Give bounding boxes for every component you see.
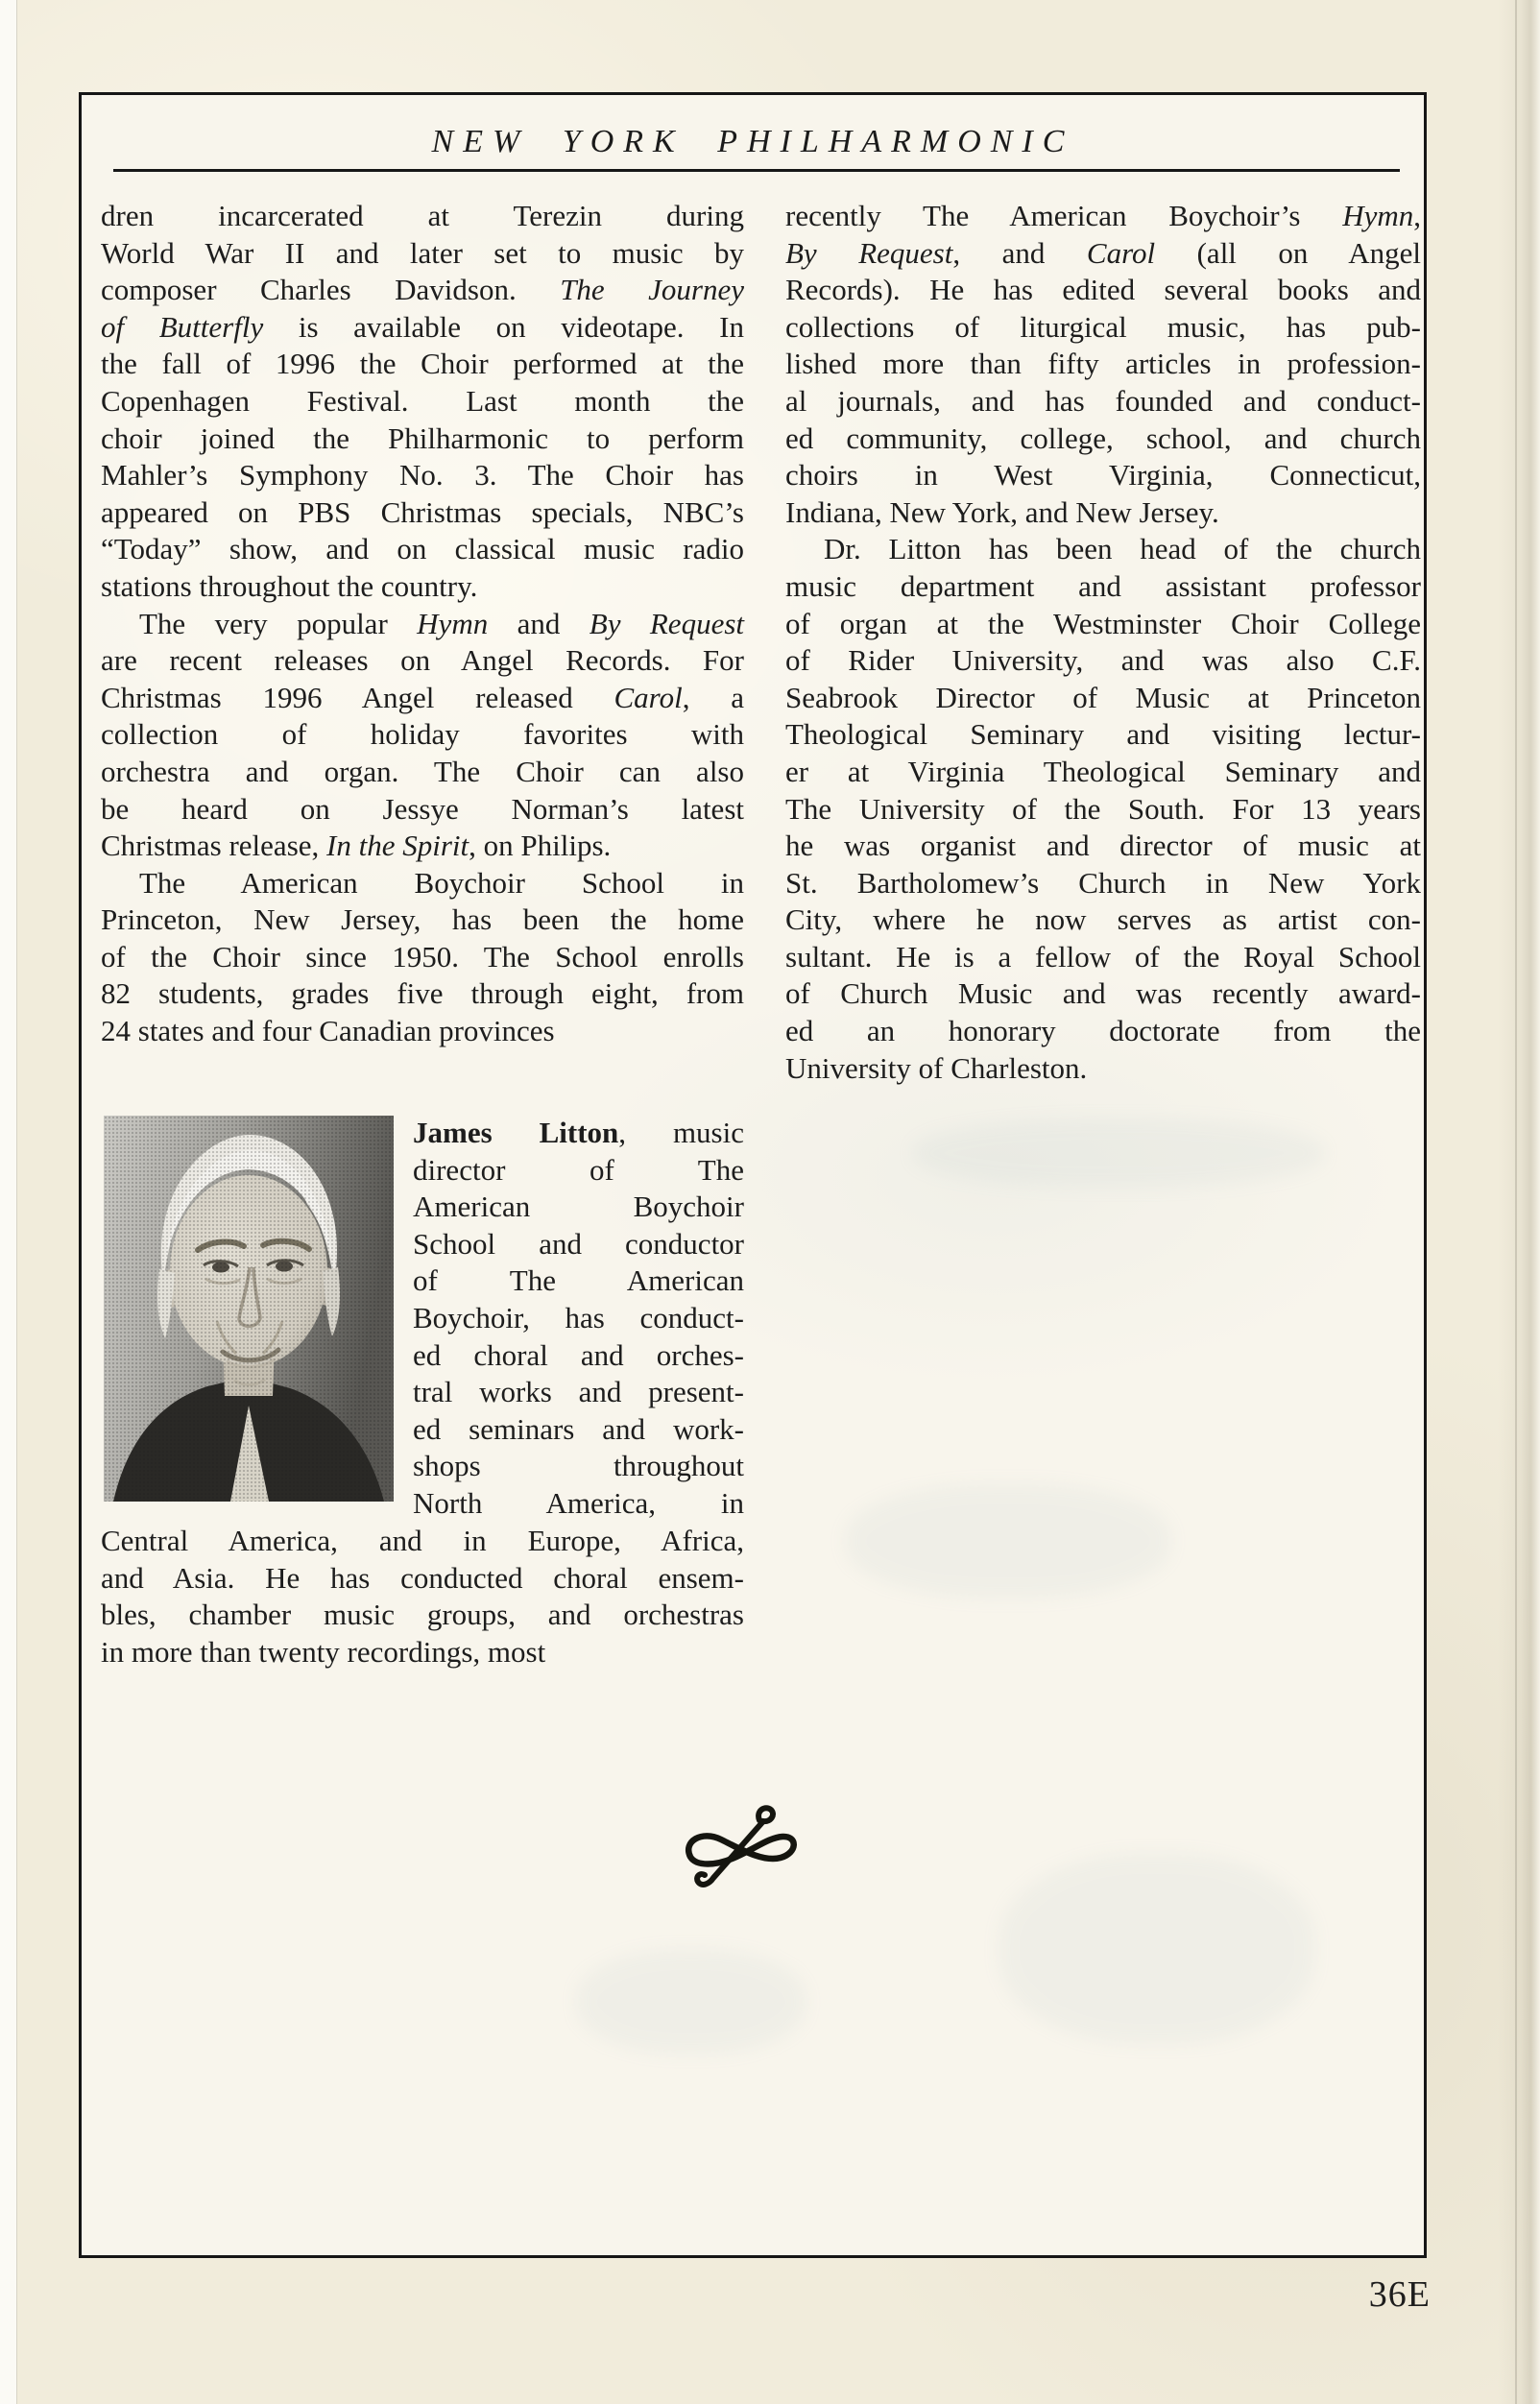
text-line: “Today” show, and on classical music radio [101, 532, 744, 566]
text-line: Seabrook Director of Music at Princeton [785, 680, 1421, 714]
text-line: Princeton, New Jersey, has been the home [101, 902, 744, 937]
text-line: bles, chamber music groups, and orchestras [101, 1598, 744, 1632]
end-flourish-ornament [675, 1803, 809, 1891]
text-line: Christmas release, In the Spirit, on Philips. [101, 829, 612, 863]
page-frame [79, 92, 1427, 2258]
text-line: collection of holiday favorites with [101, 717, 744, 752]
show-through-mark [912, 1118, 1325, 1188]
show-through-mark [845, 1483, 1171, 1599]
text-line: Central America, and in Europe, Africa, [101, 1524, 744, 1557]
text-line: er at Virginia Theological Seminary and [785, 754, 1421, 788]
text-line: of Rider University, and was also C.F. [785, 643, 1421, 678]
text-line: By Request, and Carol (all on Angel [785, 235, 1421, 270]
text-line: World War II and later set to music by [101, 235, 744, 270]
text-line: tral works and present- [413, 1375, 744, 1409]
text-line: The American Boychoir School in [139, 865, 744, 900]
text-line: James Litton, music [413, 1116, 744, 1149]
scan-left-edge [0, 0, 17, 2404]
text-line: ed community, college, school, and church [785, 421, 1421, 455]
text-line: of Butterfly is available on videotape. In [101, 309, 744, 344]
text-line: Christmas 1996 Angel released Carol, a [101, 680, 745, 714]
text-line: Copenhagen Festival. Last month the [101, 383, 744, 418]
text-line: are recent releases on Angel Records. For [101, 643, 744, 678]
text-line: orchestra and organ. The Choir can also [101, 754, 744, 788]
text-line: he was organist and director of music at [785, 829, 1421, 863]
flourish-icon [675, 1803, 809, 1891]
text-line: of organ at the Westminster Choir College [785, 606, 1421, 640]
text-line: 24 states and four Canadian provinces [101, 1014, 555, 1048]
text-line: director of The [413, 1152, 744, 1187]
text-line: Dr. Litton has been head of the church [824, 532, 1421, 566]
text-line: The very popular Hymn and By Request [139, 606, 745, 640]
left-text-column [101, 198, 744, 1050]
header-rule [113, 169, 1400, 172]
photo-side-text [413, 1115, 744, 1523]
text-line: be heard on Jessye Norman’s latest [101, 791, 744, 826]
text-line: ed seminars and work- [413, 1411, 744, 1446]
text-line: Records). He has edited several books and [785, 273, 1421, 307]
james-litton-portrait-graphic [104, 1116, 394, 1502]
text-line: composer Charles Davidson. The Journey [101, 273, 744, 307]
text-line: choirs in West Virginia, Connecticut, [785, 458, 1421, 493]
text-line: ed an honorary doctorate from the [785, 1014, 1421, 1048]
text-line: choir joined the Philharmonic to perform [101, 421, 744, 455]
text-line: music department and assistant professor [785, 568, 1421, 603]
page-title: NEW YORK PHILHARMONIC [431, 124, 1074, 159]
text-line: of the Choir since 1950. The School enrolls [101, 939, 744, 974]
text-line: ed choral and orches- [413, 1337, 744, 1372]
text-line: Theological Seminary and visiting lectur- [785, 717, 1421, 752]
text-line: recently The American Boychoir’s Hymn, [785, 199, 1421, 232]
text-line: the fall of 1996 the Choir performed at the [101, 347, 744, 381]
text-line: shops throughout [413, 1449, 744, 1483]
text-line: School and conductor [413, 1226, 744, 1261]
text-line: and Asia. He has conducted choral ensem- [101, 1560, 744, 1595]
text-line: in more than twenty recordings, most [101, 1634, 546, 1669]
photo-below-text [101, 1523, 744, 1671]
portrait-photo [104, 1116, 394, 1502]
text-line: lished more than fifty articles in profession- [785, 347, 1421, 381]
show-through-mark [576, 1949, 806, 2055]
text-line: collections of liturgical music, has pub- [785, 309, 1421, 344]
right-text-column [785, 198, 1421, 1087]
text-line: North America, in [413, 1485, 744, 1520]
text-line: American Boychoir [413, 1190, 744, 1224]
text-line: sultant. He is a fellow of the Royal School [785, 939, 1421, 974]
show-through-mark [999, 1853, 1315, 2045]
text-line: stations throughout the country. [101, 568, 478, 603]
text-line: City, where he now serves as artist con- [785, 902, 1421, 937]
scan-edge-line [1515, 0, 1517, 2404]
text-line: of Church Music and was recently award- [785, 976, 1421, 1011]
text-line: Boychoir, has conduct- [413, 1300, 744, 1334]
text-line: Mahler’s Symphony No. 3. The Choir has [101, 458, 744, 493]
text-line: appeared on PBS Christmas specials, NBC’s [101, 494, 744, 529]
text-line: of The American [413, 1263, 744, 1298]
text-line: 82 students, grades five through eight, from [101, 976, 744, 1011]
page-number: 36E [1368, 2274, 1431, 2315]
text-line: al journals, and has founded and conduct- [785, 383, 1421, 418]
text-line: dren incarcerated at Terezin during [101, 199, 744, 232]
scan-right-edge [1498, 0, 1540, 2404]
text-line: St. Bartholomew’s Church in New York [785, 865, 1421, 900]
text-line: Indiana, New York, and New Jersey. [785, 494, 1219, 529]
text-line: The University of the South. For 13 years [785, 791, 1421, 826]
text-line: University of Charleston. [785, 1050, 1088, 1085]
